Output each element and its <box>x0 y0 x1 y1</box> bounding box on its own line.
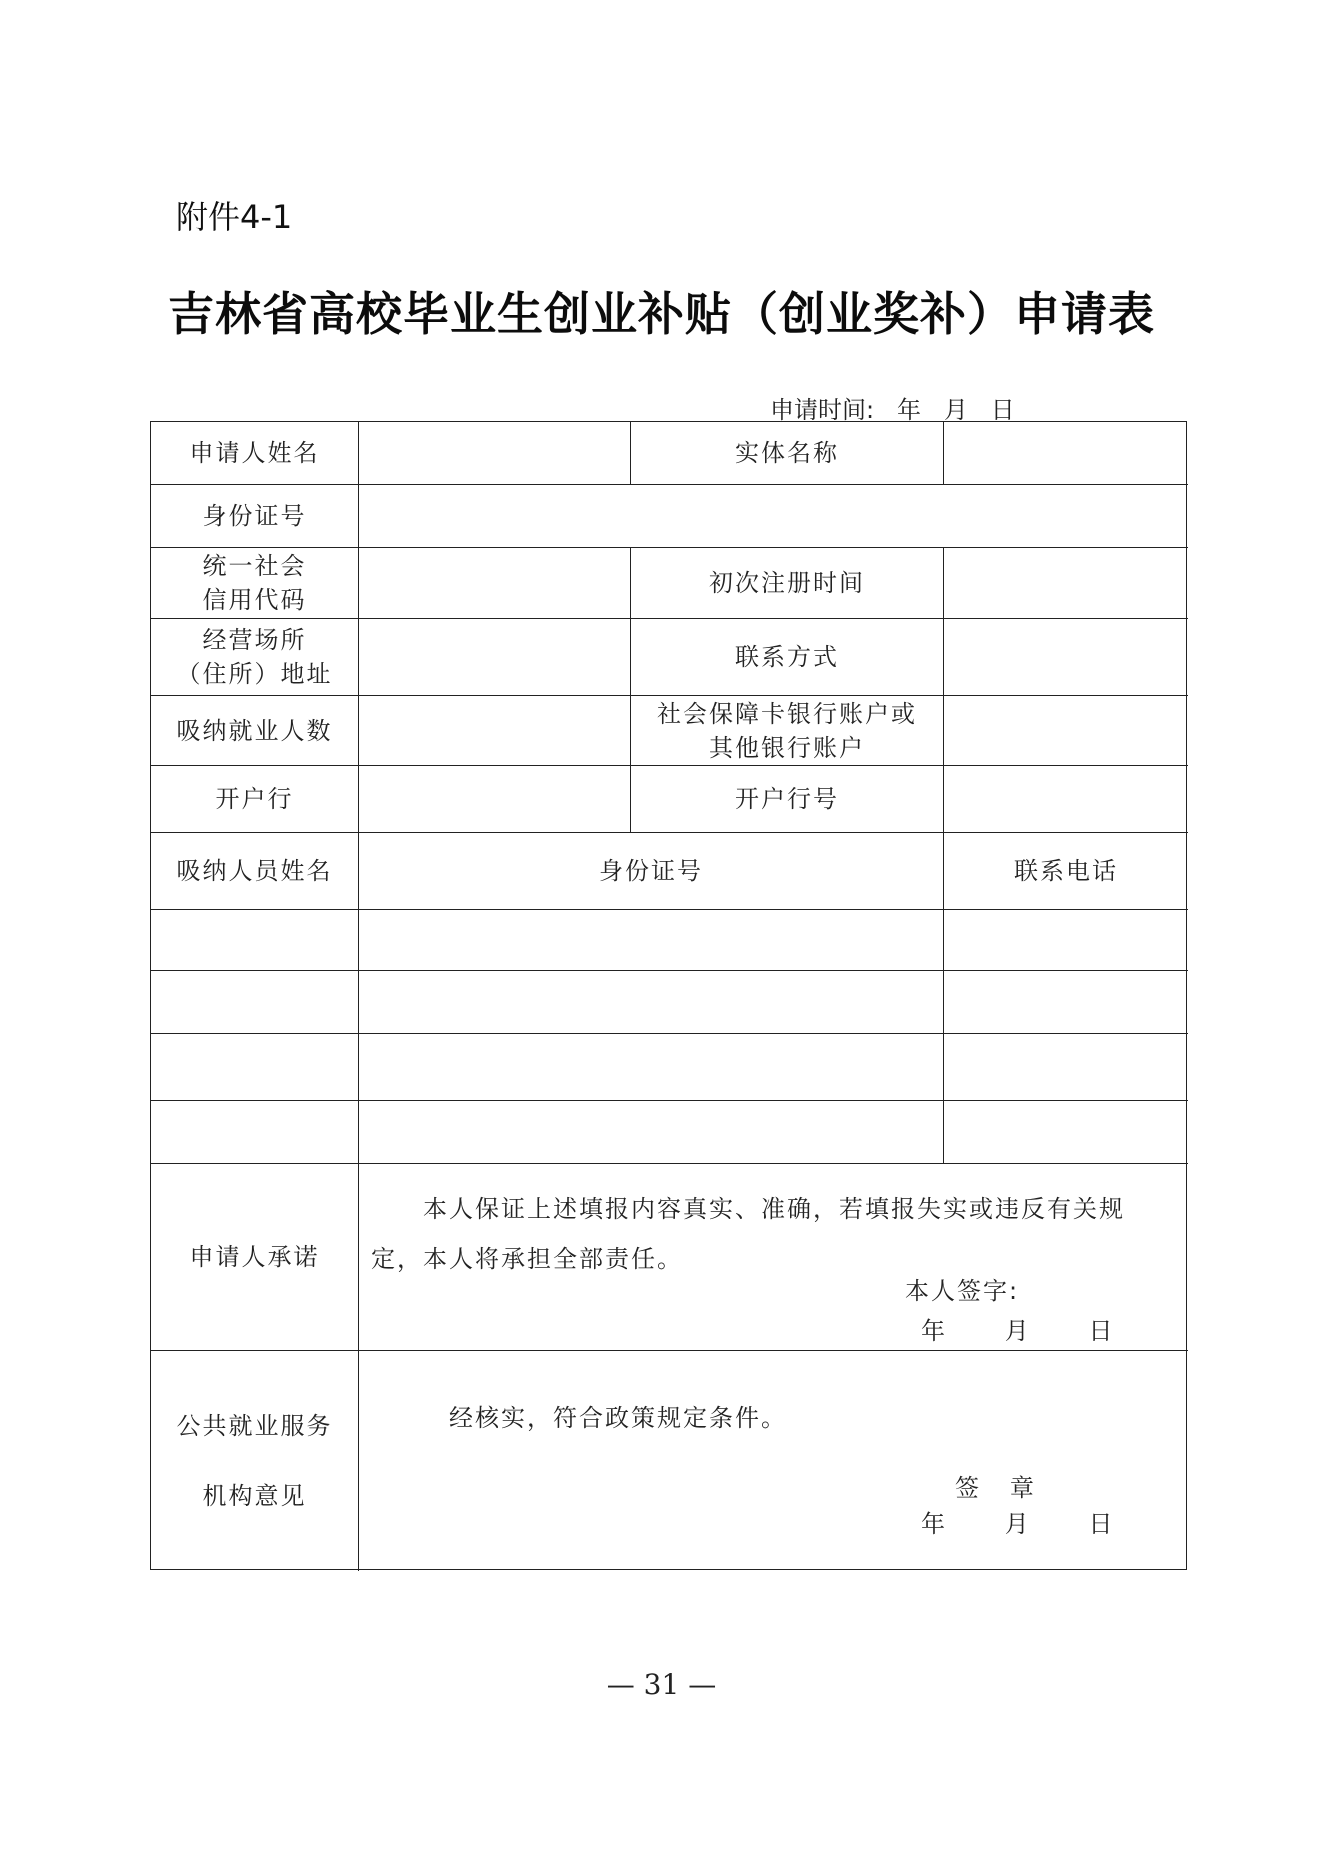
credit-code-input[interactable] <box>359 548 631 619</box>
first-register-time-label-text: 初次注册时间 <box>709 569 865 597</box>
staff-row-4-name[interactable] <box>151 1101 359 1164</box>
application-form <box>150 421 1187 1570</box>
entity-name-input[interactable] <box>944 422 1188 485</box>
id-number-label-text: 身份证号 <box>202 502 307 530</box>
id-number-label <box>151 485 359 548</box>
staff-row-4-phone[interactable] <box>944 1101 1188 1164</box>
page-title: 吉林省高校毕业生创业补贴（创业奖补）申请表 <box>168 287 1155 341</box>
promise-content <box>359 1164 1188 1351</box>
opinion-date[interactable]: 年 月 日 <box>921 1510 1115 1538</box>
applicant-name-input[interactable] <box>359 422 631 485</box>
applicant-name-label-text: 申请人姓名 <box>189 439 320 467</box>
staff-row-3-phone[interactable] <box>944 1034 1188 1101</box>
staff-name-header-text: 吸纳人员姓名 <box>176 857 333 885</box>
promise-signature[interactable]: 本人签字: <box>905 1277 1020 1305</box>
entity-name-label-text: 实体名称 <box>735 439 839 467</box>
apply-date: 申请时间: 年 月 日 <box>770 396 1015 424</box>
contact-label-text: 联系方式 <box>735 643 839 671</box>
attachment-label: 附件4-1 <box>176 198 293 236</box>
staff-row-2-name[interactable] <box>151 971 359 1034</box>
opinion-seal[interactable]: 签 章 <box>955 1474 1036 1502</box>
staff-name-header <box>151 833 359 910</box>
id-number-input[interactable] <box>359 485 1188 548</box>
credit-code-label-line2: 信用代码 <box>202 586 307 614</box>
bank-input[interactable] <box>359 766 631 833</box>
address-label <box>151 619 359 696</box>
employee-count-input[interactable] <box>359 696 631 766</box>
opinion-label-line2: 机构意见 <box>202 1482 307 1510</box>
promise-label <box>151 1164 359 1351</box>
first-register-time-input[interactable] <box>944 548 1188 619</box>
staff-row-2-phone[interactable] <box>944 971 1188 1034</box>
staff-row-2-id[interactable] <box>359 971 944 1034</box>
bank-account-label <box>631 696 944 766</box>
staff-row-1-phone[interactable] <box>944 910 1188 971</box>
promise-label-text: 申请人承诺 <box>189 1243 320 1271</box>
bank-label <box>151 766 359 833</box>
staff-id-header <box>359 833 944 910</box>
credit-code-label <box>151 548 359 619</box>
first-register-time-label <box>631 548 944 619</box>
page-number: — 31 — <box>606 1668 717 1701</box>
credit-code-label-line1: 统一社会 <box>202 552 307 580</box>
contact-label <box>631 619 944 696</box>
address-label-line2: （住所）地址 <box>176 660 333 688</box>
opinion-text: 经核实，符合政策规定条件。 <box>449 1404 787 1432</box>
bank-account-label-line1: 社会保障卡银行账户或 <box>657 699 917 728</box>
staff-row-3-name[interactable] <box>151 1034 359 1101</box>
promise-text: 本人保证上述填报内容真实、准确，若填报失实或违反有关规定，本人将承担全部责任。 <box>371 1195 1125 1273</box>
bank-number-label <box>631 766 944 833</box>
staff-phone-header <box>944 833 1188 910</box>
staff-row-1-name[interactable] <box>151 910 359 971</box>
bank-number-label-text: 开户行号 <box>735 785 839 813</box>
staff-row-1-id[interactable] <box>359 910 944 971</box>
opinion-content <box>359 1351 1188 1571</box>
contact-input[interactable] <box>944 619 1188 696</box>
applicant-name-label <box>151 422 359 485</box>
address-label-line1: 经营场所 <box>202 626 307 654</box>
staff-id-header-text: 身份证号 <box>599 857 703 885</box>
employee-count-label <box>151 696 359 766</box>
staff-row-3-id[interactable] <box>359 1034 944 1101</box>
entity-name-label <box>631 422 944 485</box>
bank-label-text: 开户行 <box>215 785 294 813</box>
bank-account-label-line2: 其他银行账户 <box>709 733 865 762</box>
bank-account-input[interactable] <box>944 696 1188 766</box>
employee-count-label-text: 吸纳就业人数 <box>176 716 333 745</box>
opinion-label-line1: 公共就业服务 <box>176 1412 333 1440</box>
opinion-label <box>151 1351 359 1571</box>
staff-row-4-id[interactable] <box>359 1101 944 1164</box>
staff-phone-header-text: 联系电话 <box>1014 857 1118 885</box>
promise-date[interactable]: 年 月 日 <box>921 1317 1115 1345</box>
bank-number-input[interactable] <box>944 766 1188 833</box>
address-input[interactable] <box>359 619 631 696</box>
